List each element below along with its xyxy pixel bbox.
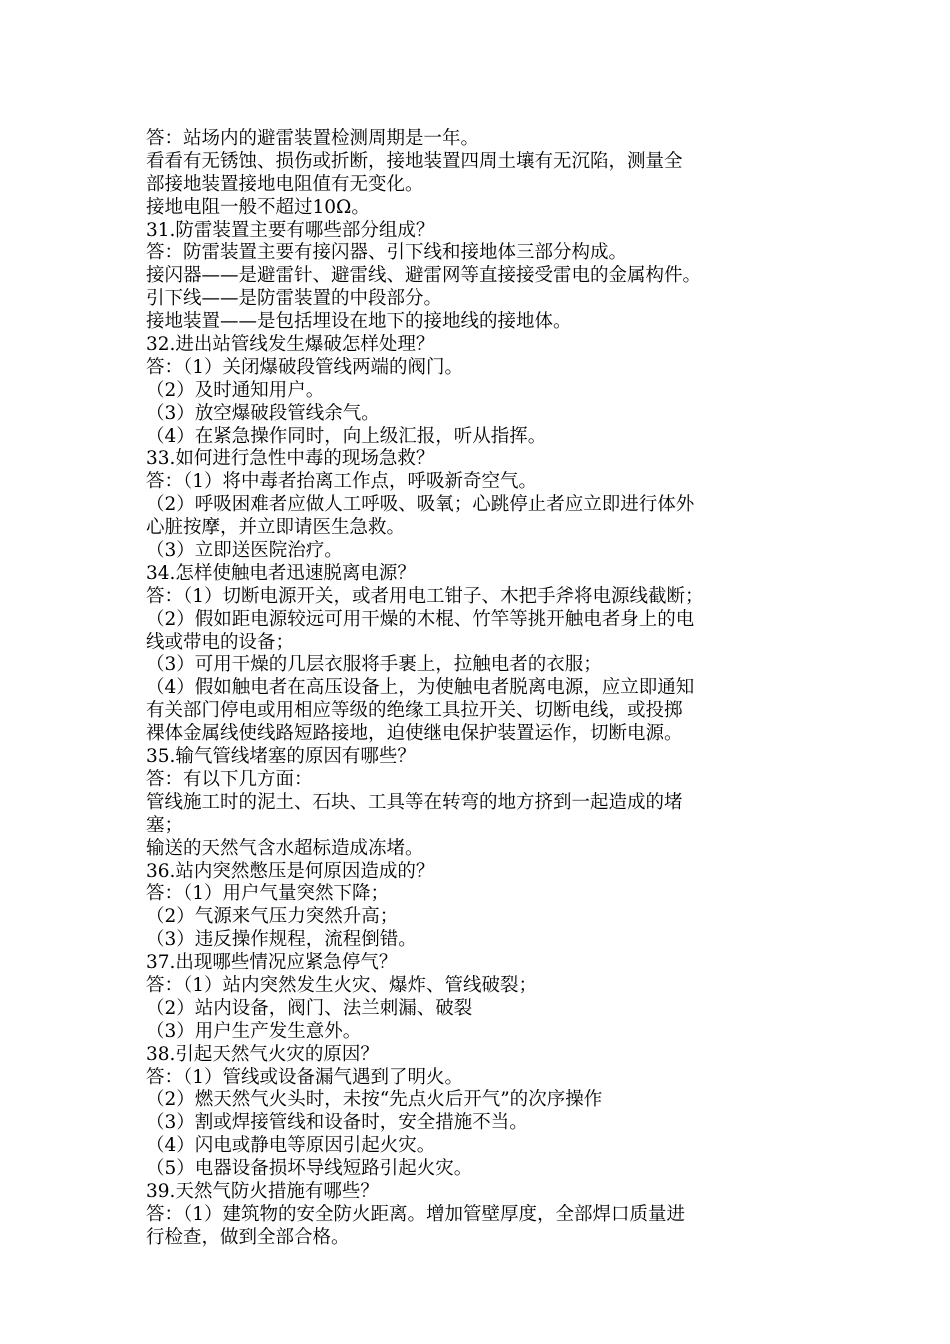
- text-line: （5）电器设备损坏导线短路引起火灾。: [146, 1158, 473, 1180]
- document-body: [146, 128, 816, 1250]
- text-line: （2）燃天然气火头时，未按“先点火后开气”的次序操作: [146, 1089, 603, 1111]
- text-line: （2）气源来气压力突然升高；: [146, 906, 399, 928]
- question-heading: 38.引起天然气火灾的原因？: [146, 1043, 379, 1065]
- text-line: （2）及时通知用户。: [146, 379, 325, 401]
- text-line: （2）呼吸困难者应做人工呼吸、吸氧；心跳停止者应立即进行体外: [146, 494, 695, 516]
- text-line: 答：有以下几方面：: [146, 768, 313, 790]
- text-line: （3）立即送医院治疗。: [146, 540, 343, 562]
- text-line: 行检查，做到全部合格。: [146, 1226, 350, 1248]
- question-heading: 35.输气管线堵塞的原因有哪些？: [146, 746, 416, 768]
- text-line: （3）放空爆破段管线余气。: [146, 402, 380, 424]
- text-line: （3）可用干燥的几层衣服将手裹上，拉触电者的衣服；: [146, 654, 602, 676]
- text-line: （4）在紧急操作同时，向上级汇报，听从指挥。: [146, 425, 547, 447]
- text-line: （2）站内设备，阀门、法兰刺漏、破裂: [146, 997, 473, 1019]
- text-line: （3）违反操作规程，流程倒错。: [146, 929, 417, 951]
- text-line: 答：（1）关闭爆破段管线两端的阀门。: [146, 356, 464, 378]
- text-line: 裸体金属线使线路短路接地，迫使继电保护装置运作，切断电源。: [146, 723, 683, 745]
- text-line: 线或带电的设备；: [146, 631, 295, 653]
- text-line: 塞；: [146, 814, 184, 836]
- text-line: 答：（1）切断电源开关，或者用电工钳子、木把手斧将电源线截断；: [146, 585, 704, 607]
- text-line: 答：（1）将中毒者抬离工作点，呼吸新奇空气。: [146, 471, 538, 493]
- text-line: 答：（1）管线或设备漏气遇到了明火。: [146, 1066, 464, 1088]
- text-line: 部接地装置接地电阻值有无变化。: [146, 173, 424, 195]
- text-line: （2）假如距电源较远可用干燥的木棍、竹竿等挑开触电者身上的电: [146, 608, 695, 630]
- question-heading: 31.防雷装置主要有哪些部分组成？: [146, 219, 435, 241]
- text-line: 答：防雷装置主要有接闪器、引下线和接地体三部分构成。: [146, 242, 628, 264]
- question-heading: 32.进出站管线发生爆破怎样处理？: [146, 334, 435, 356]
- text-line: 答：（1）站内突然发生火灾、爆炸、管线破裂；: [146, 974, 538, 996]
- text-line: 答：（1）建筑物的安全防火距离。增加管壁厚度，全部焊口质量进: [146, 1203, 686, 1225]
- text-line: 输送的天然气含水超标造成冻堵。: [146, 837, 424, 859]
- text-line: 接地电阻一般不超过10Ω。: [146, 196, 370, 218]
- text-line: 管线施工时的泥土、石块、工具等在转弯的地方挤到一起造成的堵: [146, 791, 683, 813]
- text-line: （3）用户生产发生意外。: [146, 1020, 362, 1042]
- text-line: （4）闪电或静电等原因引起火灾。: [146, 1135, 436, 1157]
- question-heading: 36.站内突然憋压是何原因造成的？: [146, 860, 435, 882]
- text-line: 答：（1）用户气量突然下降；: [146, 883, 390, 905]
- question-heading: 39.天然气防火措施有哪些？: [146, 1180, 379, 1202]
- text-line: （3）割或焊接管线和设备时，安全措施不当。: [146, 1112, 528, 1134]
- question-heading: 37.出现哪些情况应紧急停气？: [146, 952, 398, 974]
- question-heading: 34.怎样使触电者迅速脱离电源？: [146, 562, 416, 584]
- text-line: （4）假如触电者在高压设备上，为使触电者脱离电源，应立即通知: [146, 677, 695, 699]
- text-line: 接闪器——是避雷针、避雷线、避雷网等直接接受雷电的金属构件。: [146, 265, 702, 287]
- text-line: 答：站场内的避雷装置检测周期是一年。: [146, 128, 480, 149]
- question-heading: 33.如何进行急性中毒的现场急救？: [146, 448, 435, 470]
- text-line: 心脏按摩，并立即请医生急救。: [146, 517, 406, 539]
- text-line: 看看有无锈蚀、损伤或折断，接地装置四周土壤有无沉陷，测量全: [146, 150, 683, 172]
- text-line: 引下线——是防雷装置的中段部分。: [146, 288, 443, 310]
- text-line: 有关部门停电或用相应等级的绝缘工具拉开关、切断电线，或投掷: [146, 700, 683, 722]
- text-line: 接地装置——是包括埋设在地下的接地线的接地体。: [146, 311, 572, 333]
